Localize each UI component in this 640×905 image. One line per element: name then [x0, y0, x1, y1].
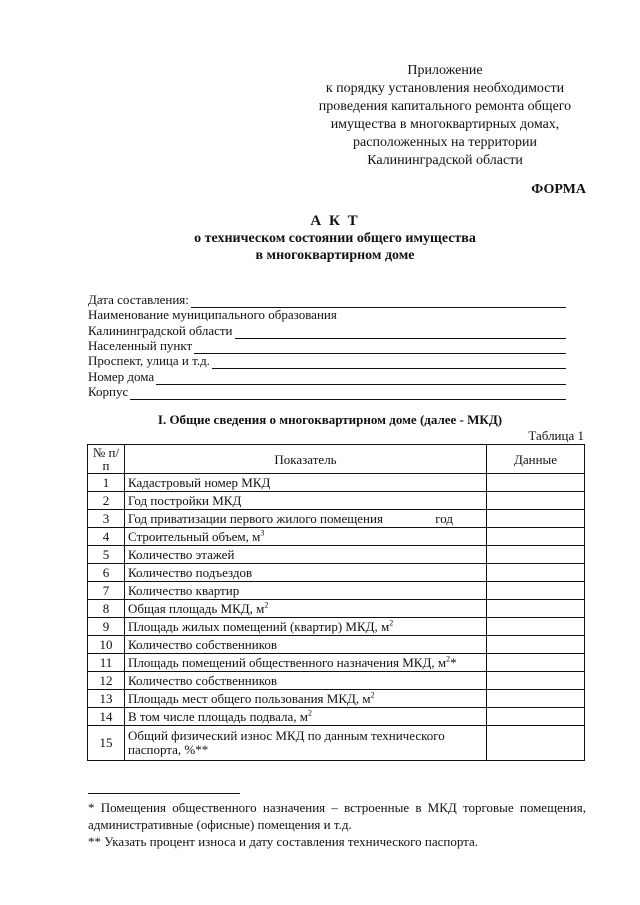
- row-indicator: [125, 600, 487, 618]
- table-row: [88, 564, 585, 582]
- document-title: [140, 213, 530, 264]
- footnotes: [88, 799, 586, 850]
- row-indicator: [125, 672, 487, 690]
- field-blank-line[interactable]: [212, 357, 566, 369]
- data-cell[interactable]: [487, 564, 585, 582]
- row-number: 3: [88, 510, 125, 528]
- table-row: [88, 636, 585, 654]
- field-row: [88, 354, 566, 369]
- data-cell[interactable]: [487, 582, 585, 600]
- footnote-divider: [88, 793, 240, 794]
- footnote-2: ** Указать процент износа и дату составления технического паспорта.: [88, 834, 479, 849]
- row-indicator: [125, 474, 487, 492]
- row-indicator: [125, 690, 487, 708]
- title-line-1: о техническом состоянии общего имущества: [194, 231, 476, 246]
- appendix-line: Калининградской области: [367, 153, 523, 168]
- table-row: [88, 528, 585, 546]
- row-number: 14: [88, 708, 125, 726]
- table-row: [88, 582, 585, 600]
- field-row: [88, 324, 566, 339]
- row-indicator: [125, 654, 487, 672]
- field-row: [88, 293, 566, 308]
- indicator-label: Год приватизации первого жилого помещения: [128, 510, 383, 526]
- row-indicator: [125, 582, 487, 600]
- table-label: Таблица 1: [528, 428, 584, 443]
- form-label: ФОРМА: [531, 182, 586, 197]
- table-row: [88, 546, 585, 564]
- row-number: 5: [88, 546, 125, 564]
- row-indicator: [125, 546, 487, 564]
- indicator-label: Количество собственников: [128, 636, 278, 652]
- indicator-label: Строительный объем, м: [128, 528, 261, 544]
- row-number: 10: [88, 636, 125, 654]
- unit-superscript: 2: [307, 708, 312, 718]
- unit-superscript: 2: [446, 654, 451, 664]
- row-number: 2: [88, 492, 125, 510]
- table-row: [88, 672, 585, 690]
- field-blank-line[interactable]: [194, 342, 566, 354]
- section-title: I. Общие сведения о многоквартирном доме (далее - МКД): [157, 412, 503, 427]
- data-cell[interactable]: [487, 636, 585, 654]
- row-number: 6: [88, 564, 125, 582]
- field-blank-line[interactable]: [130, 388, 566, 400]
- data-cell[interactable]: [487, 492, 585, 510]
- indicator-label: Площадь мест общего пользования МКД, м: [128, 690, 371, 706]
- indicator-label: Количество квартир: [128, 582, 240, 598]
- data-cell[interactable]: [487, 708, 585, 726]
- col-header-indicator: Показатель: [125, 445, 487, 474]
- field-label: Наименование муниципального образования: [88, 307, 337, 323]
- table-row: [88, 618, 585, 636]
- col-header-num: № п/п: [88, 445, 125, 474]
- row-number: 8: [88, 600, 125, 618]
- row-indicator: [125, 564, 487, 582]
- unit-superscript: 2: [389, 618, 394, 628]
- field-row: [88, 385, 566, 400]
- act-word: А К Т: [310, 213, 360, 229]
- field-label: Корпус: [88, 383, 129, 399]
- row-number: 13: [88, 690, 125, 708]
- indicator-label: Количество этажей: [128, 546, 235, 562]
- field-row: [88, 339, 566, 354]
- field-label: Населенный пункт: [88, 337, 193, 353]
- footnote-1: * Помещения общественного назначения – встроенные в МКД торговые помещения, административные (офисные) помещения и т.д.: [88, 800, 586, 832]
- row-number: 15: [88, 726, 125, 761]
- data-cell[interactable]: [487, 528, 585, 546]
- indicator-label: Год постройки МКД: [128, 492, 242, 508]
- field-label: Калининградской области: [88, 322, 233, 338]
- data-cell[interactable]: [487, 474, 585, 492]
- data-cell[interactable]: [487, 672, 585, 690]
- table-row: [88, 492, 585, 510]
- appendix-line: к порядку установления необходимости: [325, 81, 565, 96]
- indicator-label: Общая площадь МКД, м: [128, 600, 265, 616]
- appendix-line: проведения капитального ремонта общего: [318, 99, 572, 114]
- row-indicator: [125, 618, 487, 636]
- indicator-label: Площадь жилых помещений (квартир) МКД, м: [128, 618, 390, 634]
- row-number: 9: [88, 618, 125, 636]
- row-indicator: [125, 492, 487, 510]
- field-label: Проспект, улица и т.д.: [88, 353, 210, 369]
- header-fields: [88, 293, 566, 400]
- appendix-line: расположенных на территории: [353, 135, 537, 150]
- data-cell[interactable]: [487, 690, 585, 708]
- general-info-table: [87, 444, 585, 761]
- col-header-data: Данные: [487, 445, 585, 474]
- title-line-2: в многоквартирном доме: [255, 248, 415, 263]
- field-row: [88, 369, 566, 384]
- indicator-label: Площадь помещений общественного назначения МКД, м: [128, 654, 447, 670]
- row-indicator: [125, 708, 487, 726]
- table-row: [88, 708, 585, 726]
- row-indicator: [125, 726, 487, 761]
- data-cell[interactable]: [487, 546, 585, 564]
- field-label: Дата составления:: [88, 292, 189, 308]
- row-number: 1: [88, 474, 125, 492]
- appendix-header: [300, 62, 590, 170]
- unit-superscript: 2: [370, 690, 375, 700]
- footnote-marker: *: [450, 654, 457, 670]
- table-row: [88, 726, 585, 761]
- field-blank-line[interactable]: [235, 327, 566, 339]
- table-row: [88, 600, 585, 618]
- unit-superscript: 2: [264, 600, 269, 610]
- appendix-line: имущества в многоквартирных домах,: [330, 117, 560, 132]
- row-indicator: [125, 528, 487, 546]
- field-row: [88, 308, 566, 323]
- table-row: [88, 690, 585, 708]
- field-label: Номер дома: [88, 368, 155, 384]
- appendix-line: Приложение: [407, 63, 483, 78]
- indicator-label: Кадастровый номер МКД: [128, 474, 271, 490]
- data-cell[interactable]: [487, 618, 585, 636]
- table-row: [88, 510, 585, 528]
- indicator-unit: год: [435, 510, 453, 526]
- indicator-label: Количество подъездов: [128, 564, 253, 580]
- table-row: [88, 474, 585, 492]
- row-number: 12: [88, 672, 125, 690]
- indicator-label: Общий физический износ МКД по данным технического паспорта, %**: [128, 728, 445, 757]
- data-cell[interactable]: [487, 726, 585, 761]
- data-cell[interactable]: [487, 654, 585, 672]
- table-row: [88, 654, 585, 672]
- row-number: 7: [88, 582, 125, 600]
- indicator-label: В том числе площадь подвала, м: [128, 708, 308, 724]
- row-number: 11: [88, 654, 125, 672]
- row-indicator: [125, 510, 487, 528]
- table-header-row: [88, 445, 585, 474]
- indicator-label: Количество собственников: [128, 672, 278, 688]
- data-cell[interactable]: [487, 510, 585, 528]
- unit-superscript: 3: [260, 528, 265, 538]
- data-cell[interactable]: [487, 600, 585, 618]
- row-number: 4: [88, 528, 125, 546]
- field-blank-line[interactable]: [156, 373, 566, 385]
- row-indicator: [125, 636, 487, 654]
